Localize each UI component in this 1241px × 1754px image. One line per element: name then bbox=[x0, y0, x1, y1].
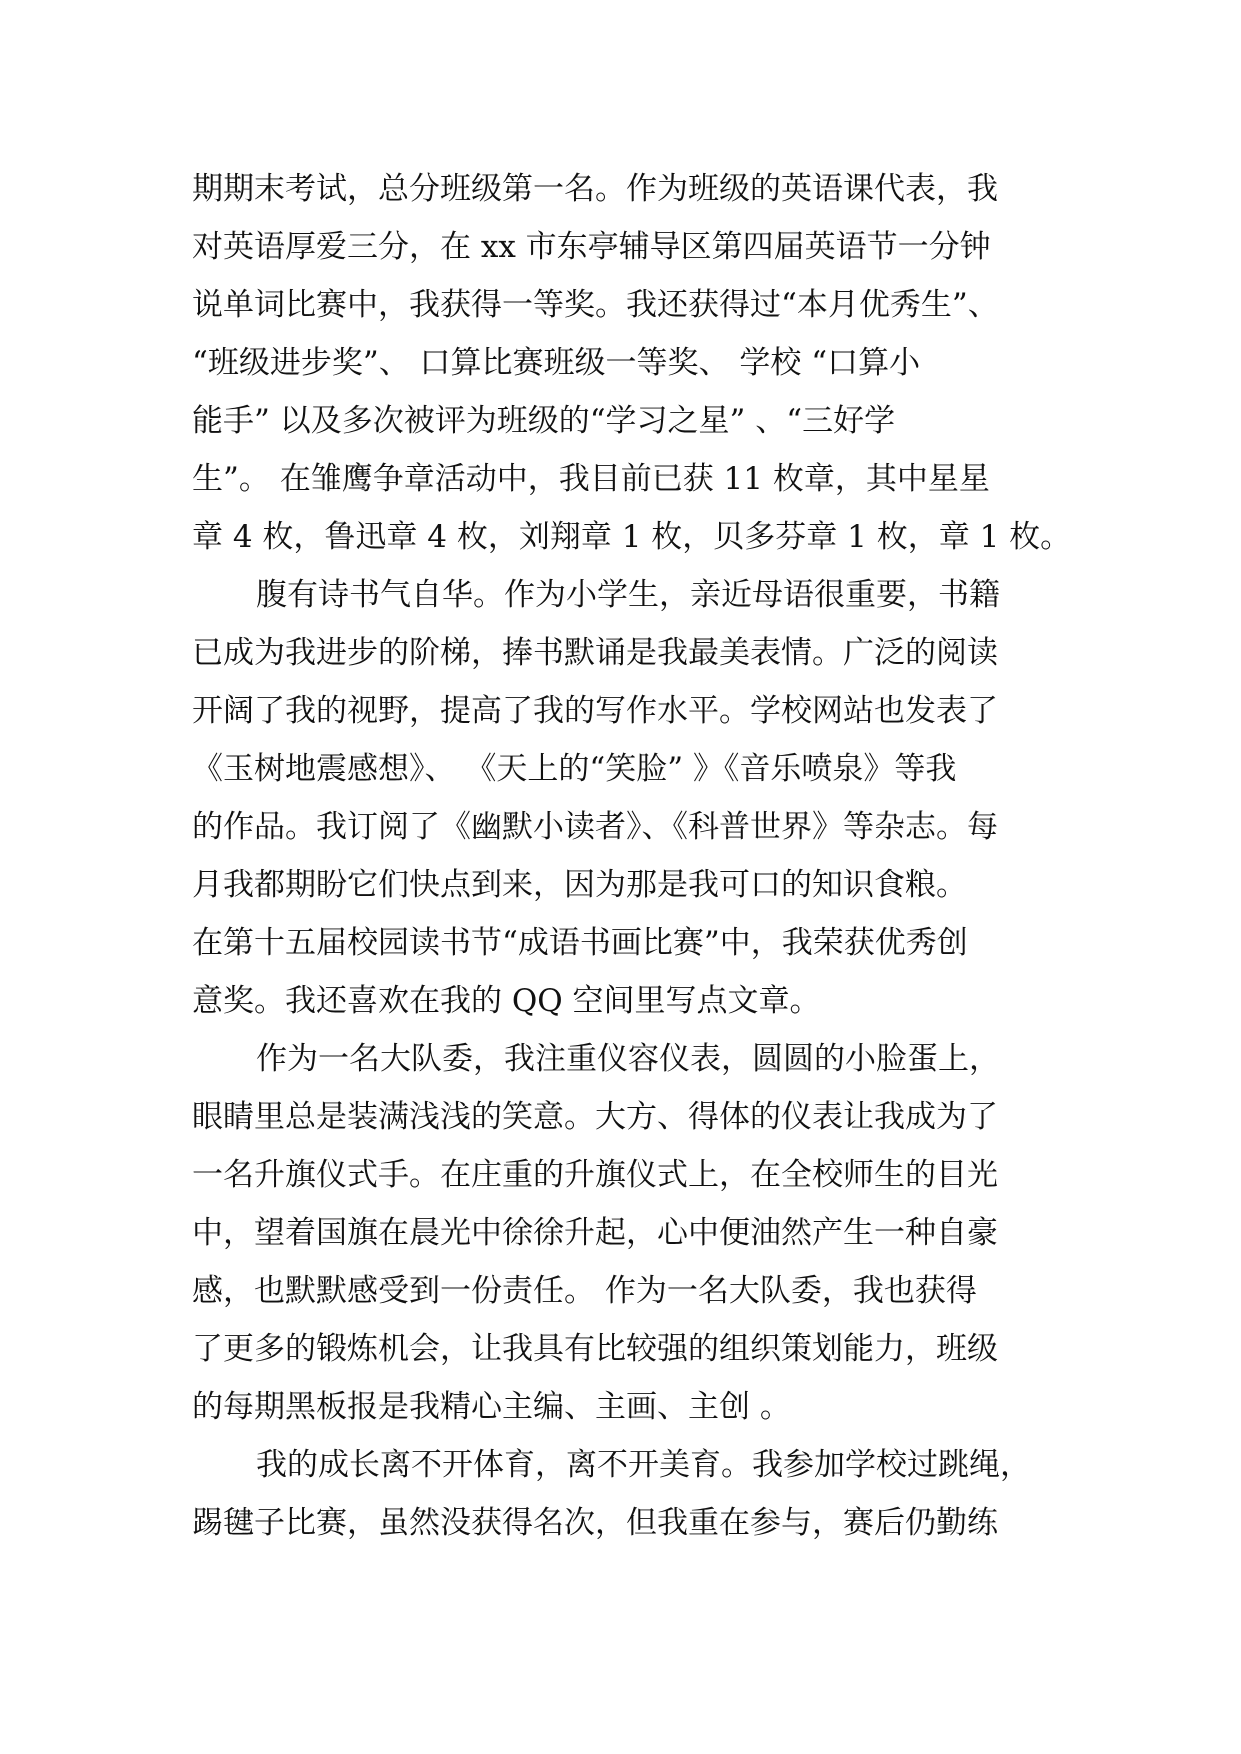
text-line: 了更多的锻炼机会，让我具有比较强的组织策划能力，班级 bbox=[192, 1331, 998, 1367]
text-line: 踢毽子比赛，虽然没获得名次，但我重在参与，赛后仍勤练 bbox=[192, 1505, 998, 1541]
text-line: 开阔了我的视野，提高了我的写作水平。学校网站也发表了 bbox=[192, 693, 998, 729]
text-line: 月我都期盼它们快点到来，因为那是我可口的知识食粮。 bbox=[192, 867, 967, 903]
text-line: 章 4 枚，鲁迅章 4 枚，刘翔章 1 枚，贝多芬章 1 枚，章 1 枚。 bbox=[192, 519, 1072, 555]
paragraph-first-line: 我的成长离不开体育，离不开美育。我参加学校过跳绳， bbox=[256, 1447, 1031, 1483]
text-line: 对英语厚爱三分，在 xx 市东亭辅导区第四届英语节一分钟 bbox=[192, 229, 991, 265]
text-line: 感，也默默感受到一份责任。 作为一名大队委，我也获得 bbox=[192, 1273, 977, 1309]
text-line: 一名升旗仪式手。在庄重的升旗仪式上，在全校师生的目光 bbox=[192, 1157, 998, 1193]
paragraph-first-line: 腹有诗书气自华。作为小学生，亲近母语很重要，书籍 bbox=[256, 577, 1000, 613]
text-line: 中，望着国旗在晨光中徐徐升起，心中便油然产生一种自豪 bbox=[192, 1215, 998, 1251]
document-body bbox=[192, 160, 1072, 1552]
text-line: 意奖。我还喜欢在我的 QQ 空间里写点文章。 bbox=[192, 983, 821, 1019]
text-line: 能手” 以及多次被评为班级的“学习之星” 、“三好学 bbox=[192, 403, 896, 439]
text-line: 眼睛里总是装满浅浅的笑意。大方、得体的仪表让我成为了 bbox=[192, 1099, 998, 1135]
text-line: 在第十五届校园读书节“成语书画比赛”中，我荣获优秀创 bbox=[192, 925, 968, 961]
text-line: 说单词比赛中，我获得一等奖。我还获得过“本月优秀生”、 bbox=[192, 287, 999, 323]
text-line: 的作品。我订阅了《幽默小读者》、《科普世界》等杂志。每 bbox=[192, 809, 998, 845]
text-line: 期期末考试，总分班级第一名。作为班级的英语课代表，我 bbox=[192, 171, 998, 207]
text-line: 生”。 在雏鹰争章活动中，我目前已获 11 枚章，其中星星 bbox=[192, 461, 990, 497]
text-line: 已成为我进步的阶梯，捧书默诵是我最美表情。广泛的阅读 bbox=[192, 635, 998, 671]
text-line: 的每期黑板报是我精心主编、主画、主创 。 bbox=[192, 1389, 791, 1425]
text-line: “班级进步奖”、 口算比赛班级一等奖、 学校 “口算小 bbox=[192, 345, 921, 381]
text-line: 《玉树地震感想》、 《天上的“笑脸” 》《音乐喷泉》等我 bbox=[192, 751, 957, 787]
paragraph-first-line: 作为一名大队委，我注重仪容仪表，圆圆的小脸蛋上， bbox=[256, 1041, 1000, 1077]
